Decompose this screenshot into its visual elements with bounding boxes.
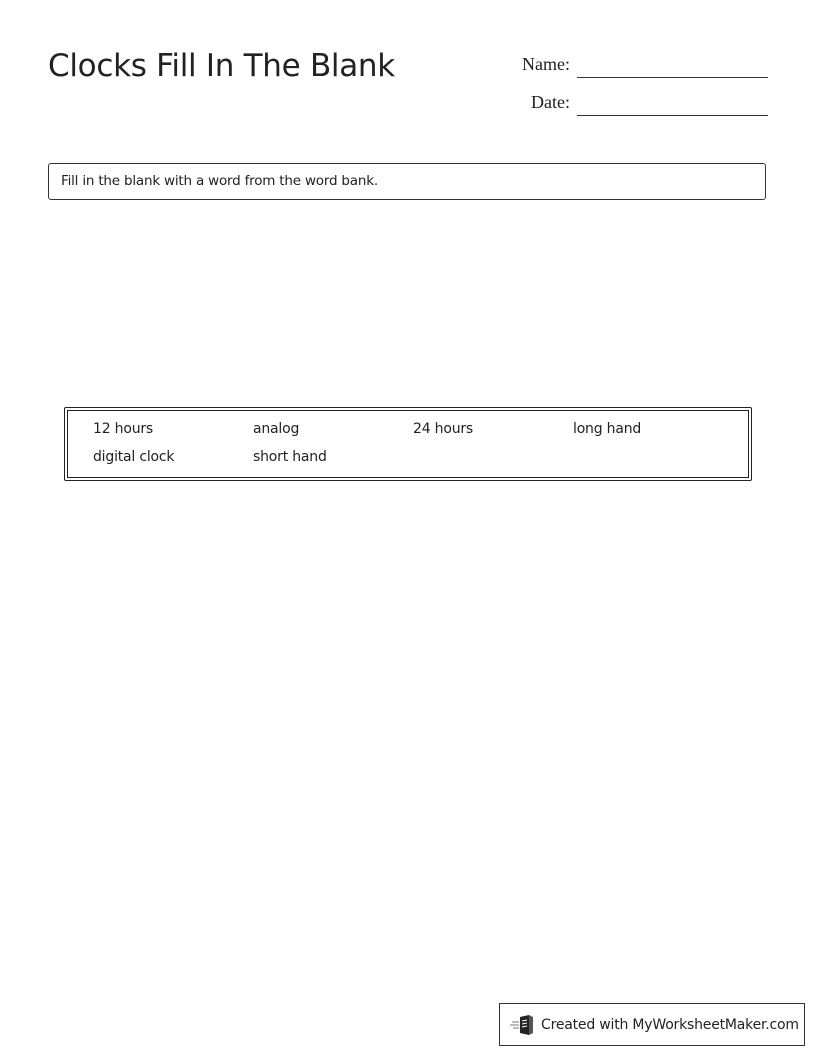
date-label: Date: xyxy=(531,92,570,112)
worksheet-maker-logo-icon xyxy=(510,1014,536,1036)
word-bank-item: analog xyxy=(253,421,300,437)
page-title: Clocks Fill In The Blank xyxy=(48,48,395,84)
word-bank xyxy=(64,407,752,481)
name-input-line[interactable] xyxy=(577,77,768,78)
word-bank-item: 24 hours xyxy=(413,421,474,437)
footer-text: Created with MyWorksheetMaker.com xyxy=(541,1016,799,1033)
word-bank-item: digital clock xyxy=(93,449,175,465)
word-bank-grid xyxy=(93,421,733,477)
instructions-text: Fill in the blank with a word from the word bank. xyxy=(61,173,378,189)
name-field[interactable] xyxy=(500,48,768,78)
instructions-box xyxy=(48,163,766,200)
footer-badge[interactable] xyxy=(499,1003,805,1046)
word-bank-item: long hand xyxy=(573,421,642,437)
word-bank-item: 12 hours xyxy=(93,421,154,437)
date-field[interactable] xyxy=(500,86,768,116)
date-input-line[interactable] xyxy=(577,115,768,116)
name-label: Name: xyxy=(522,54,570,74)
word-bank-item: short hand xyxy=(253,449,327,465)
